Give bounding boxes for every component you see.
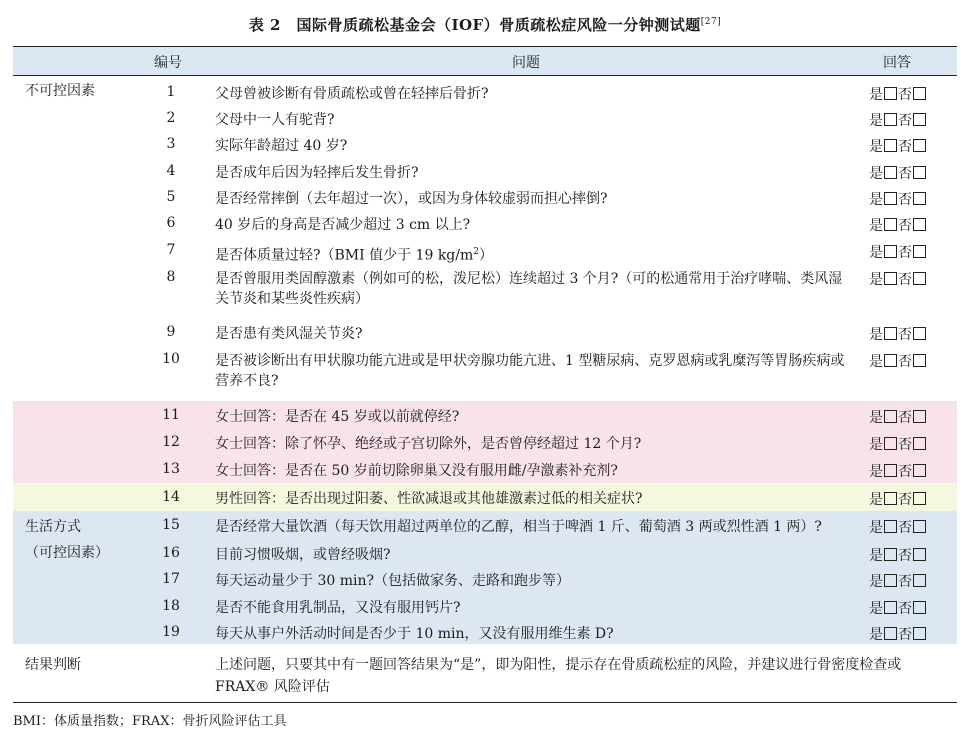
- table-row: [13, 183, 957, 209]
- answer-options: 是 否: [869, 517, 949, 537]
- question-text: 父母曾被诊断有骨质疏松或曾在轻摔后骨折?: [215, 86, 489, 102]
- yes-checkbox[interactable]: [884, 627, 897, 640]
- no-checkbox[interactable]: [913, 410, 926, 423]
- no-checkbox[interactable]: [913, 574, 926, 587]
- answer-options: 是 否: [869, 215, 949, 235]
- no-checkbox[interactable]: [913, 548, 926, 561]
- no-checkbox[interactable]: [913, 139, 926, 152]
- question-text: 女士回答：是否在 50 岁前切除卵巢又没有服用雌/孕激素补充剂?: [215, 463, 618, 479]
- yes-checkbox[interactable]: [884, 87, 897, 100]
- question-number: 4: [166, 163, 176, 179]
- question-text: 是否患有类风湿关节炎?: [215, 326, 363, 342]
- yes-checkbox[interactable]: [884, 410, 897, 423]
- question-text: 是否曾服用类固醇激素（例如可的松，泼尼松）连续超过 3 个月?（可的松通常用于治疗哮喘、类风湿关节炎和某些炎性疾病）: [215, 271, 843, 307]
- no-checkbox[interactable]: [913, 245, 926, 258]
- question-number: 9: [166, 324, 176, 340]
- yes-checkbox[interactable]: [884, 492, 897, 505]
- no-checkbox[interactable]: [913, 492, 926, 505]
- answer-options: 是 否: [869, 545, 949, 565]
- question-text: 女士回答：除了怀孕、绝经或子宫切除外，是否曾停经超过 12 个月?: [215, 436, 642, 452]
- question-number: 2: [166, 110, 176, 126]
- question-text: 40 岁后的身高是否减少超过 3 cm 以上?: [215, 217, 471, 233]
- yes-checkbox[interactable]: [884, 548, 897, 561]
- question-text: 每天从事户外活动时间是否少于 10 min，又没有服用维生素 D?: [215, 626, 614, 642]
- question-text: 男性回答：是否出现过阳萎、性欲减退或其他雄激素过低的相关症状?: [215, 491, 643, 507]
- question-number: 1: [166, 84, 176, 100]
- answer-options: 是 否: [869, 189, 949, 209]
- table-row: [13, 157, 957, 183]
- yes-checkbox[interactable]: [884, 192, 897, 205]
- answer-options: 是 否: [869, 489, 949, 509]
- table-row: [13, 345, 957, 401]
- answer-options: 是 否: [869, 163, 949, 183]
- table-row: [13, 618, 957, 644]
- question-text: 女士回答：是否在 45 岁或以前就停经?: [215, 409, 460, 425]
- no-checkbox[interactable]: [913, 272, 926, 285]
- no-checkbox[interactable]: [913, 113, 926, 126]
- yes-checkbox[interactable]: [884, 437, 897, 450]
- answer-options: 是 否: [869, 324, 949, 344]
- yes-checkbox[interactable]: [884, 601, 897, 614]
- answer-options: 是 否: [869, 84, 949, 104]
- table-title-text: 表 2 国际骨质疏松基金会（IOF）骨质疏松症风险一分钟测试题: [248, 16, 701, 34]
- table-row: [13, 236, 957, 262]
- question-number: 6: [166, 215, 176, 231]
- question-number: 18: [162, 598, 180, 614]
- yes-checkbox[interactable]: [884, 574, 897, 587]
- question-number: 7: [166, 242, 176, 258]
- answer-options: 是 否: [869, 110, 949, 130]
- yes-checkbox[interactable]: [884, 464, 897, 477]
- no-checkbox[interactable]: [913, 218, 926, 231]
- table-row: [13, 104, 957, 130]
- yes-checkbox[interactable]: [884, 218, 897, 231]
- table-row: [13, 592, 957, 618]
- table-title: [0, 14, 970, 35]
- question-text: 目前习惯吸烟，或曾经吸烟?: [215, 547, 391, 563]
- question-number: 15: [162, 517, 180, 533]
- answer-options: 是 否: [869, 351, 949, 371]
- answer-options: 是 否: [869, 136, 949, 156]
- yes-checkbox[interactable]: [884, 520, 897, 533]
- question-number: 13: [162, 461, 180, 477]
- footnote: BMI：体质量指数；FRAX：骨折风险评估工具: [13, 714, 287, 729]
- question-number: 5: [166, 189, 176, 205]
- answer-options: 是 否: [869, 624, 949, 644]
- question-text: 是否成年后因为轻摔后发生骨折?: [215, 165, 419, 181]
- table-row: [13, 78, 957, 104]
- no-checkbox[interactable]: [913, 520, 926, 533]
- no-checkbox[interactable]: [913, 437, 926, 450]
- no-checkbox[interactable]: [913, 627, 926, 640]
- answer-options: 是 否: [869, 242, 949, 262]
- header-rule: [13, 75, 957, 76]
- bottom-rule: [13, 702, 957, 703]
- yes-checkbox[interactable]: [884, 113, 897, 126]
- header-question: 问题: [512, 55, 540, 71]
- question-number: 12: [162, 434, 180, 450]
- table-row: [13, 263, 957, 318]
- yes-checkbox[interactable]: [884, 354, 897, 367]
- answer-options: 是 否: [869, 407, 949, 427]
- question-number: 10: [162, 351, 180, 367]
- answer-options: 是 否: [869, 269, 949, 289]
- table-row: [13, 401, 957, 428]
- no-checkbox[interactable]: [913, 87, 926, 100]
- header-answer: 回答: [883, 55, 911, 71]
- result-text: 上述问题，只要其中有一题回答结果为“是”，即为阳性，提示存在骨质疏松症的风险，并建议进行骨密度检查或 FRAX® 风险评估: [215, 657, 902, 695]
- table-row: [13, 209, 957, 235]
- header-number: 编号: [154, 55, 182, 71]
- question-number: 3: [166, 136, 176, 152]
- table-row: [13, 483, 957, 511]
- category-uncontrollable: 不可控因素: [25, 83, 95, 99]
- yes-checkbox[interactable]: [884, 245, 897, 258]
- no-checkbox[interactable]: [913, 601, 926, 614]
- table-title-reference: [27]: [700, 17, 722, 27]
- question-number: 19: [162, 624, 180, 640]
- question-text: 父母中一人有驼背?: [215, 112, 335, 128]
- top-rule: [13, 46, 957, 47]
- answer-options: 是 否: [869, 461, 949, 481]
- question-number: 8: [166, 269, 176, 285]
- question-text: 是否经常大量饮酒（每天饮用超过两单位的乙醇，相当于啤酒 1 斤、葡萄酒 3 两或烈性酒 1 两）?: [215, 519, 822, 535]
- table-row: [13, 539, 957, 565]
- question-number: 17: [162, 571, 180, 587]
- question-text: 实际年龄超过 40 岁?: [215, 138, 348, 154]
- question-number: 11: [162, 407, 180, 423]
- result-label: 结果判断: [25, 657, 81, 673]
- no-checkbox[interactable]: [913, 192, 926, 205]
- yes-checkbox[interactable]: [884, 272, 897, 285]
- no-checkbox[interactable]: [913, 166, 926, 179]
- category-lifestyle: 生活方式 （可控因素）: [25, 519, 109, 561]
- yes-checkbox[interactable]: [884, 166, 897, 179]
- question-number: 16: [162, 545, 180, 561]
- answer-options: 是 否: [869, 598, 949, 618]
- question-number: 14: [162, 489, 180, 505]
- answer-options: 是 否: [869, 571, 949, 591]
- question-text: 是否体质量过轻?（BMI 值少于 19 $kg/m^2$）: [215, 247, 493, 264]
- no-checkbox[interactable]: [913, 464, 926, 477]
- table-row: [13, 318, 957, 345]
- no-checkbox[interactable]: [913, 327, 926, 340]
- question-text: 是否被诊断出有甲状腺功能亢进或是甲状旁腺功能亢进、1 型糖尿病、克罗恩病或乳糜泻等胃肠疾病或营养不良?: [215, 353, 845, 389]
- answer-options: 是 否: [869, 434, 949, 454]
- table-row: [13, 428, 957, 455]
- table-row: [13, 511, 957, 539]
- question-text: 每天运动量少于 30 min?（包括做家务、走路和跑步等）: [215, 573, 570, 589]
- table-row: [13, 565, 957, 592]
- yes-checkbox[interactable]: [884, 139, 897, 152]
- yes-checkbox[interactable]: [884, 327, 897, 340]
- no-checkbox[interactable]: [913, 354, 926, 367]
- table-row: [13, 455, 957, 483]
- question-text: 是否不能食用乳制品，又没有服用钙片?: [215, 600, 461, 616]
- question-text: 是否经常摔倒（去年超过一次），或因为身体较虚弱而担心摔倒?: [215, 191, 608, 207]
- table-row: [13, 130, 957, 156]
